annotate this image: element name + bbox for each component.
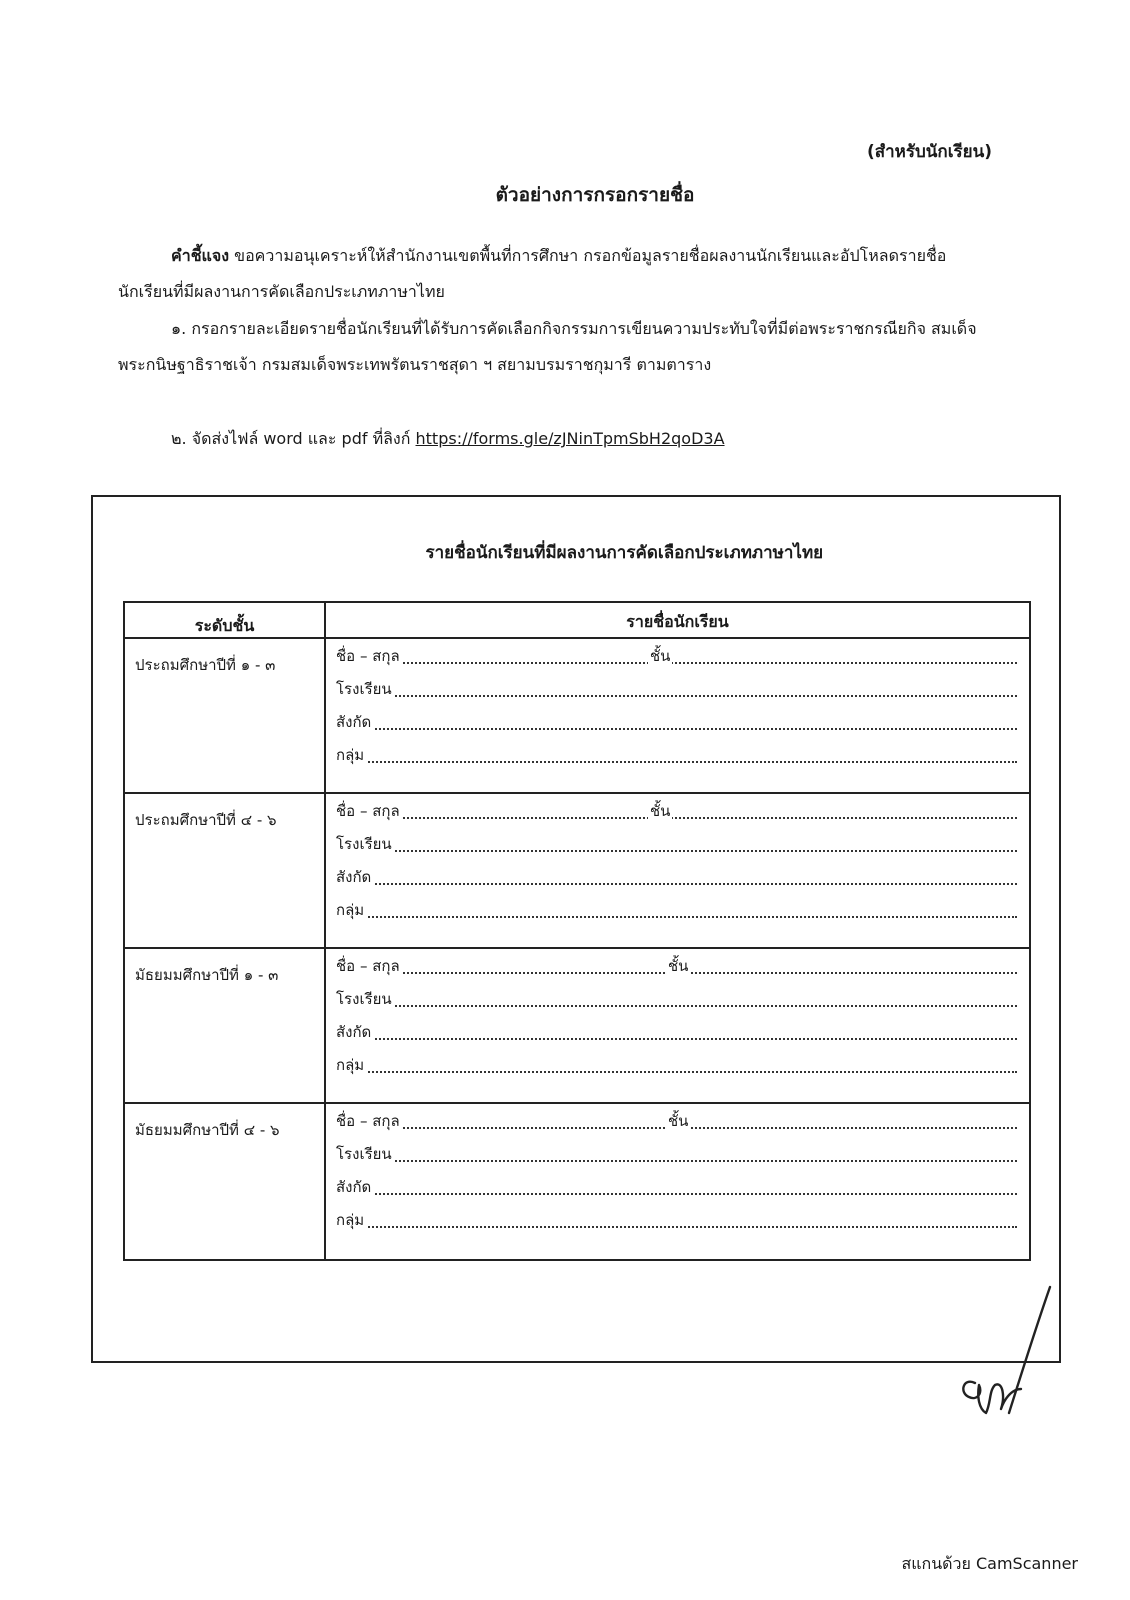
instructions-item-1 bbox=[118, 311, 995, 383]
name-field[interactable] bbox=[336, 801, 1017, 823]
affiliation-field[interactable] bbox=[336, 1022, 1017, 1044]
school-label: โรงเรียน bbox=[336, 677, 395, 701]
group-field[interactable] bbox=[336, 1055, 1017, 1077]
name-label: ชื่อ – สกุล bbox=[336, 1109, 403, 1133]
instructions-item-2 bbox=[118, 421, 995, 457]
name-label: ชื่อ – สกุล bbox=[336, 799, 403, 823]
group-label: กลุ่ม bbox=[336, 1053, 367, 1077]
grade-label: ชั้น bbox=[666, 1109, 690, 1133]
group-field[interactable] bbox=[336, 745, 1017, 767]
name-label: ชื่อ – สกุล bbox=[336, 954, 403, 978]
group-field[interactable] bbox=[336, 900, 1017, 922]
form-frame bbox=[91, 495, 1061, 1363]
scanner-watermark: สแกนด้วย CamScanner bbox=[901, 1554, 1078, 1573]
school-field[interactable] bbox=[336, 989, 1017, 1011]
grade-label: ชั้น bbox=[648, 644, 672, 668]
affiliation-field[interactable] bbox=[336, 712, 1017, 734]
name-field[interactable] bbox=[336, 956, 1017, 978]
name-field[interactable] bbox=[336, 646, 1017, 668]
instructions-intro-text: ขอความอนุเคราะห์ให้สำนักงานเขตพื้นที่การศึกษา กรอกข้อมูลรายชื่อผลงานนักเรียนและอัปโหลดรายชื่อนักเรียนที่มีผลงานการคัดเลือกประเภทภาษาไทย bbox=[118, 246, 947, 301]
header-students: รายชื่อนักเรียน bbox=[626, 612, 729, 631]
signature-mark bbox=[955, 1285, 1065, 1420]
name-field[interactable] bbox=[336, 1111, 1017, 1133]
school-field[interactable] bbox=[336, 679, 1017, 701]
grade-label: ชั้น bbox=[666, 954, 690, 978]
school-label: โรงเรียน bbox=[336, 987, 395, 1011]
level-group-3 bbox=[125, 947, 1029, 1104]
instructions-label: คำชี้แจง bbox=[171, 246, 230, 265]
instructions-item-1-text: ๑. กรอกรายละเอียดรายชื่อนักเรียนที่ได้รับการคัดเลือกกิจกรรมการเขียนความประทับใจที่มีต่อพระราชกรณียกิจ สมเด็จพระกนิษฐาธิราชเจ้า กรมสมเด็จพระเทพรัตนราชสุดา ฯ สยามบรมราชกุมารี ตามตาราง bbox=[118, 319, 977, 374]
group-label: กลุ่ม bbox=[336, 1208, 367, 1232]
name-label: ชื่อ – สกุล bbox=[336, 644, 403, 668]
instructions-intro bbox=[118, 238, 995, 310]
level-group-1 bbox=[125, 637, 1029, 794]
document-title: ตัวอย่างการกรอกรายชื่อ bbox=[495, 184, 695, 206]
level-group-4 bbox=[125, 1102, 1029, 1257]
student-table bbox=[123, 601, 1031, 1261]
group-label: กลุ่ม bbox=[336, 898, 367, 922]
group-label: กลุ่ม bbox=[336, 743, 367, 767]
header-level: ระดับชั้น bbox=[194, 616, 255, 635]
form-link[interactable]: https://forms.gle/zJNinTpmSbH2qoD3A bbox=[415, 429, 725, 448]
school-label: โรงเรียน bbox=[336, 832, 395, 856]
level-label: มัธยมมศึกษาปีที่ ๔ - ๖ bbox=[135, 1121, 280, 1139]
affiliation-label: สังกัด bbox=[336, 1020, 374, 1044]
table-header-row bbox=[125, 603, 1029, 639]
group-field[interactable] bbox=[336, 1210, 1017, 1232]
audience-label: (สำหรับนักเรียน) bbox=[866, 142, 992, 162]
level-label: ประถมศึกษาปีที่ ๔ - ๖ bbox=[135, 811, 277, 829]
school-field[interactable] bbox=[336, 1144, 1017, 1166]
affiliation-field[interactable] bbox=[336, 867, 1017, 889]
level-label: มัธยมมศึกษาปีที่ ๑ - ๓ bbox=[135, 966, 279, 984]
level-label: ประถมศึกษาปีที่ ๑ - ๓ bbox=[135, 656, 276, 674]
school-label: โรงเรียน bbox=[336, 1142, 395, 1166]
affiliation-label: สังกัด bbox=[336, 710, 374, 734]
affiliation-label: สังกัด bbox=[336, 1175, 374, 1199]
level-group-2 bbox=[125, 792, 1029, 949]
table-title: รายชื่อนักเรียนที่มีผลงานการคัดเลือกประเภทภาษาไทย bbox=[425, 543, 824, 563]
grade-label: ชั้น bbox=[648, 799, 672, 823]
instructions-item-2-text: ๒. จัดส่งไฟล์ word และ pdf ที่ลิงก์ bbox=[171, 429, 416, 448]
affiliation-label: สังกัด bbox=[336, 865, 374, 889]
affiliation-field[interactable] bbox=[336, 1177, 1017, 1199]
school-field[interactable] bbox=[336, 834, 1017, 856]
